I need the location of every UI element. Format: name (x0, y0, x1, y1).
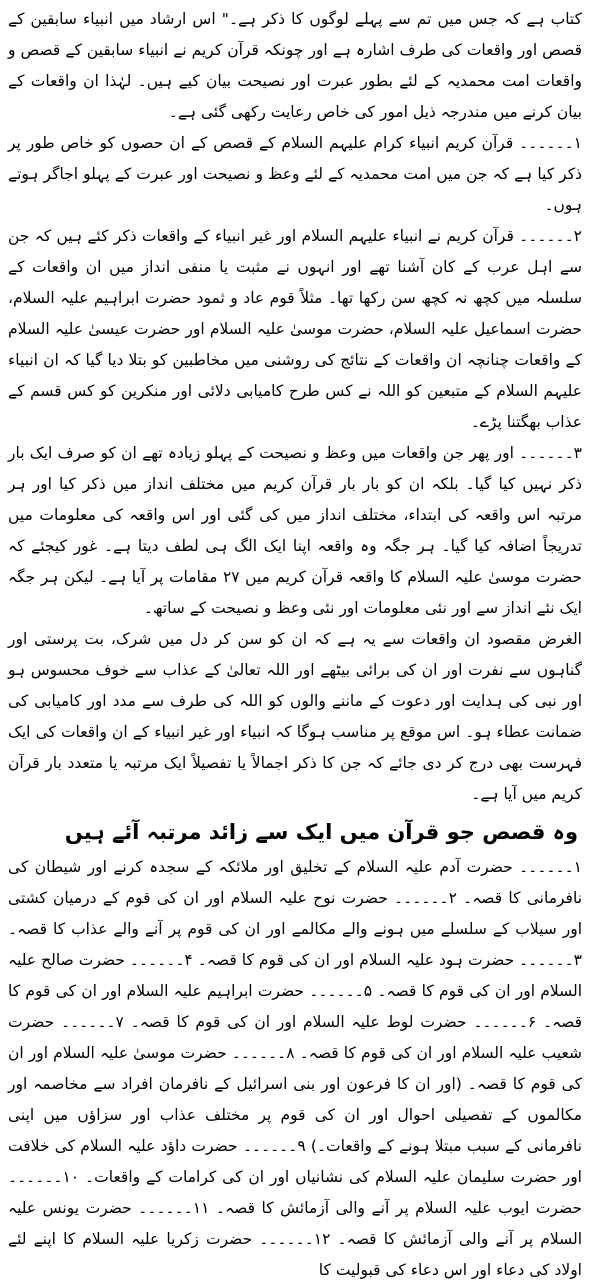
intro-paragraph: کتاب ہے کہ جس میں تم سے پہلے لوگوں کا ذکر ہے۔" اس ارشاد میں انبیاء سابقین کے قصص اور واقعات کی طرف اشارہ ہے اور چونکہ قرآن کریم نے انبیاء سابقین کے قصص و واقعات امت محمدیہ کے لئے بطور عبرت اور نصیحت بیان کیے ہیں۔ لہٰذا ان واقعات کے بیان کرنے میں مندرجہ ذیل امور کی خاص رعایت رکھی گئی ہے۔ (8, 10, 582, 121)
stories-list-paragraph: ۱۔۔۔۔۔۔ حضرت آدم علیہ السلام کے تخلیق اور ملائکہ کے سجدہ کرنے اور شیطان کی نافرمانی کا قصہ۔ ۲۔۔۔۔۔۔ حضرت نوح علیہ السلام اور ان کی قوم کے درمیان کشتی اور سیلاب کے سلسلے میں ہونے والے مکالمے اور ان کی قوم پر آنے والے عذاب کا قصہ۔ ۳۔۔۔۔۔۔ حضرت ہود علیہ السلام اور ان کی قوم کا قصہ۔ ۴۔۔۔۔۔۔ حضرت صالح علیہ السلام اور ان کی قوم کا قصہ۔ ۵۔۔۔۔۔۔ حضرت ابراہیم علیہ السلام اور ان کی قوم کا قصہ۔ ۶۔۔۔۔۔۔ حضرت لوط علیہ السلام اور ان کی قوم کا قصہ۔ ۷۔۔۔۔۔۔ حضرت شعیب علیہ السلام اور ان کی قوم کا قصہ۔ ۸۔۔۔۔۔۔ حضرت موسیٰ علیہ السلام اور ان کی قوم کا قصہ۔ (اور ان کا فرعون اور بنی اسرائیل کے نافرمان افراد سے مخاصمہ اور مکالموں کے تفصیلی احوال اور ان کی قوم پر مختلف عذاب اور سزاؤں میں اپنی نافرمانی کے سبب مبتلا ہونے کے واقعات۔) ۹۔۔۔۔۔۔ حضرت داؤد علیہ السلام کی خلافت اور حضرت سلیمان علیہ السلام کی نشانیاں اور ان کی کرامات کے واقعات۔ ۱۰۔۔۔۔۔۔ حضرت ایوب علیہ السلام پر آنے والی آزمائش کا قصہ۔ ۱۱۔۔۔۔۔۔ حضرت یونس علیہ السلام پر آنے والی آزمائش کا قصہ۔ ۱۲۔۔۔۔۔۔ حضرت زکریا علیہ السلام کا اپنے لئے اولاد کی دعاء اور اس دعاء کی قبولیت کا (8, 858, 583, 1279)
section-heading: وہ قصص جو قرآن میں ایک سے زائد مرتبہ آئے ہیں (64, 820, 578, 844)
point-2-paragraph: ۲۔۔۔۔۔۔ قرآن کریم نے انبیاء علیہم السلام اور غیر انبیاء کے واقعات ذکر کئے ہیں کہ جن سے اہل عرب کے کان آشنا تھے اور انہوں نے مثبت یا منفی انداز میں ان واقعات کے سلسلہ میں کچھ نہ کچھ سن رکھا تھا۔ مثلاً قوم عاد و ثمود حضرت ابراہیم علیہ السلام، حضرت اسماعیل علیہ السلام، حضرت موسیٰ علیہ السلام اور حضرت عیسیٰ علیہ السلام کے واقعات چنانچہ ان واقعات کے نتائج کی روشنی میں مخاطبین کو بتلا دیا گیا کہ ان انبیاء علیہم السلام کے متبعین کو اللہ نے کس طرح کامیابی دلائی اور منکرین کو کس قسم کے عذاب بھگتنا پڑے۔ (8, 227, 582, 431)
point-1-paragraph: ۱۔۔۔۔۔۔ قرآن کریم انبیاء کرام علیہم السلام کے قصص کے ان حصوں کو خاص طور پر ذکر کیا ہے کہ جن میں امت محمدیہ کے لئے وعظ و نصیحت اور عبرت کے پہلو اجاگر ہوتے ہوں۔ (8, 134, 582, 214)
point-3-paragraph: ۳۔۔۔۔۔۔ اور پھر جن واقعات میں وعظ و نصیحت کے پہلو زیادہ تھے ان کو صرف ایک بار ذکر نہیں کیا گیا۔ بلکہ ان کو بار بار قرآن کریم میں مختلف انداز میں ذکر کیا اور ہر مرتبہ اس واقعہ کی ابتداء، مختلف انداز میں کی گئی اور اس واقعہ کی معلومات میں تدریجاً اضافہ کیا گیا۔ ہر جگہ وہ واقعہ اپنا ایک الگ ہی لطف دیتا ہے۔ غور کیجئے کہ حضرت موسیٰ علیہ السلام کا واقعہ قرآن کریم میں ۲۷ مقامات پر آیا ہے۔ لیکن ہر جگہ ایک نئے انداز سے اور نئی معلومات اور نئی وعظ و نصیحت کے ساتھ۔ (8, 444, 583, 617)
conclusion-paragraph: الغرض مقصود ان واقعات سے یہ ہے کہ ان کو سن کر دل میں شرک، بت پرستی اور گناہوں سے نفرت اور ان کی برائی بیٹھے اور اللہ تعالیٰ کے عذاب سے خوف محسوس ہو اور نبی کی ہدایت اور دعوت کے ماننے والوں کو اللہ کی طرف سے مدد اور کامیابی کی ضمانت عطاء ہو۔ اس موقع پر مناسب ہوگا کہ انبیاء اور غیر انبیاء کے ان واقعات کی ایک فہرست بھی درج کر دی جائے کہ جن کا ذکر اجمالاً یا تفصیلاً ایک مرتبہ یا متعدد بار قرآن کریم میں آیا ہے۔ (8, 630, 582, 803)
